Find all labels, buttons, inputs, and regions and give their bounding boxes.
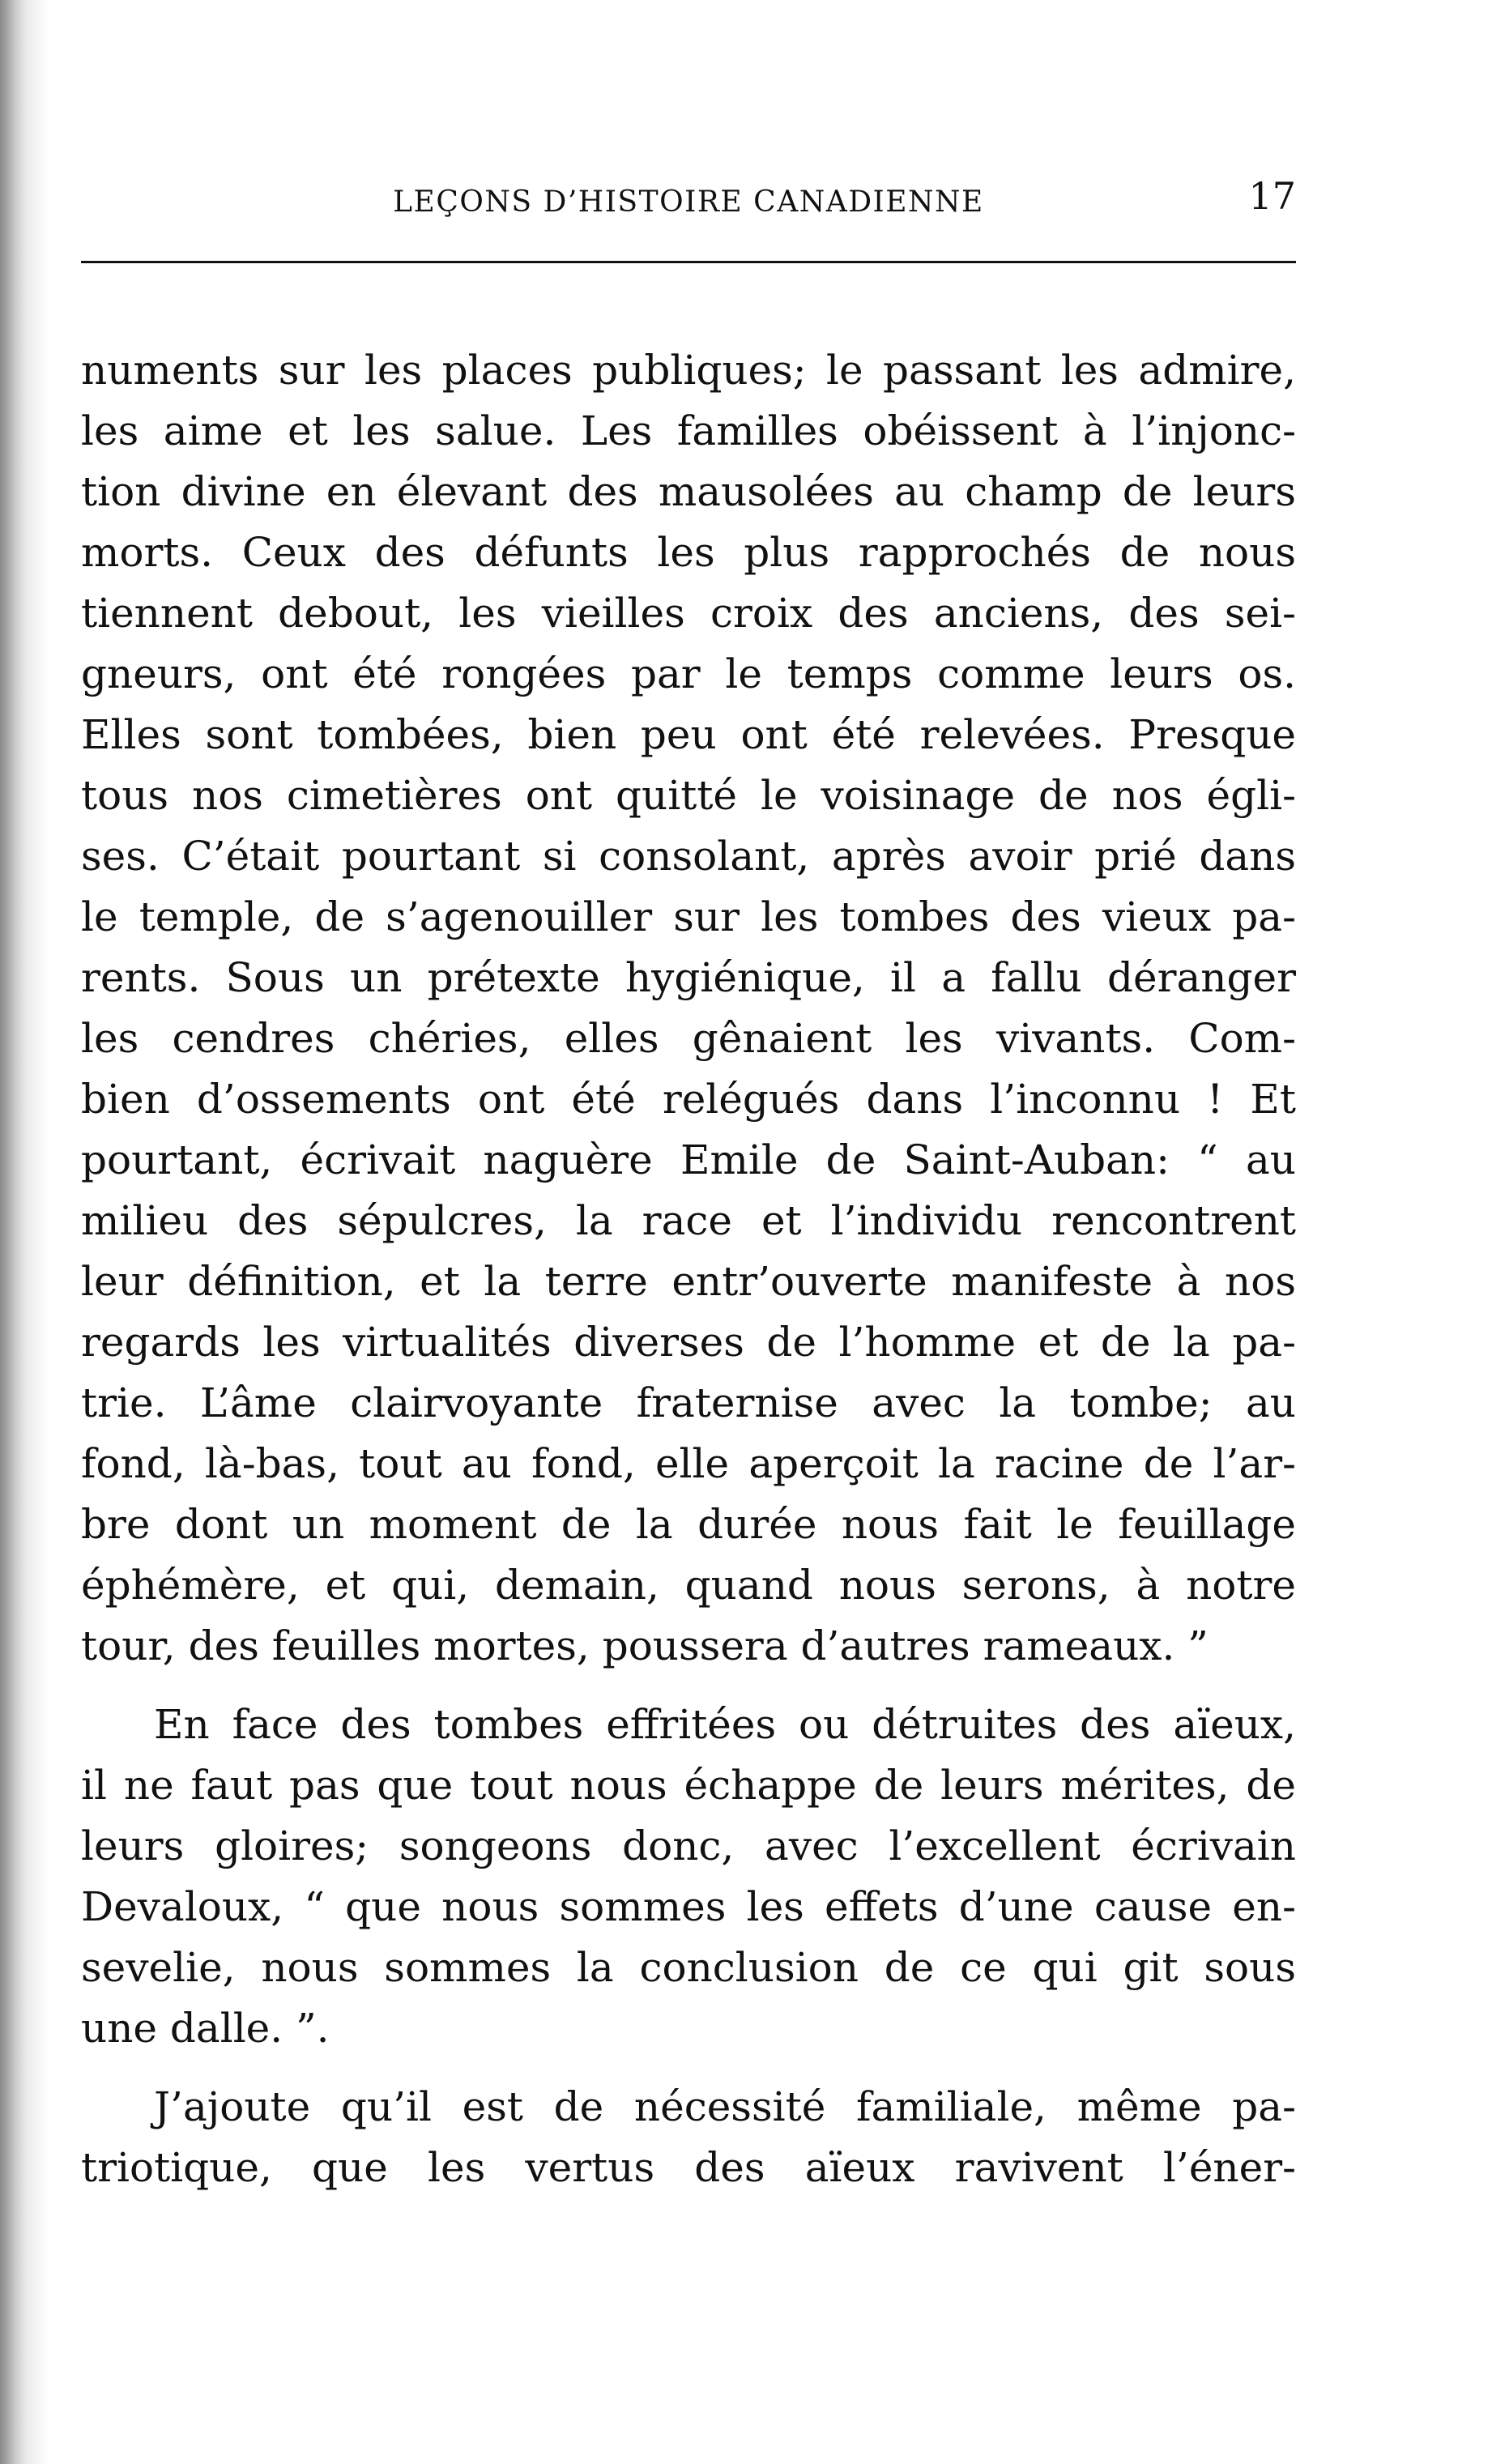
paragraph-3 [81, 2077, 1296, 2198]
text-line: fond, là-bas, tout au fond, elle aperçoit la racine de l’ar- [81, 1440, 1296, 1487]
text-line: les cendres chéries, elles gênaient les vivants. Com- [81, 1015, 1296, 1062]
text-line: regards les virtualités diverses de l’homme et de la pa- [81, 1319, 1296, 1366]
text-line: ses. C’était pourtant si consolant, après avoir prié dans [81, 833, 1296, 880]
text-line: les aime et les salue. Les familles obéissent à l’injonc- [81, 407, 1296, 454]
text-line: trie. L’âme clairvoyante fraternise avec la tombe; au [81, 1379, 1296, 1426]
text-line: milieu des sépulcres, la race et l’individu rencontrent [81, 1197, 1296, 1244]
text-line: tion divine en élevant des mausolées au champ de leurs [81, 468, 1296, 515]
binding-edge-shadow [0, 0, 49, 2464]
page-header [81, 174, 1296, 223]
text-line: pourtant, écrivait naguère Emile de Saint-Auban: “ au [81, 1136, 1296, 1183]
text-line: triotique, que les vertus des aïeux ravivent l’éner- [81, 2144, 1296, 2191]
text-line: le temple, de s’agenouiller sur les tombes des vieux pa- [81, 893, 1296, 940]
text-line: leur définition, et la terre entr’ouverte manifeste à nos [81, 1258, 1296, 1305]
text-line: éphémère, et qui, demain, quand nous serons, à notre [81, 1562, 1296, 1609]
paragraph-2 [81, 1695, 1296, 2059]
paragraph-1 [81, 340, 1296, 1677]
text-line: tous nos cimetières ont quitté le voisinage de nos égli- [81, 772, 1296, 819]
text-line: Elles sont tombées, bien peu ont été relevées. Presque [81, 711, 1296, 758]
text-line: une dalle. ”. [81, 2005, 330, 2052]
text-line: leurs gloires; songeons donc, avec l’excellent écrivain [81, 1822, 1296, 1869]
text-line: morts. Ceux des défunts les plus rapprochés de nous [81, 529, 1296, 576]
text-line: bre dont un moment de la durée nous fait le feuillage [81, 1501, 1296, 1548]
text-line: tiennent debout, les vieilles croix des anciens, des sei- [81, 590, 1296, 637]
text-line: J’ajoute qu’il est de nécessité familiale, même pa- [154, 2083, 1296, 2130]
text-line: En face des tombes effritées ou détruites des aïeux, [154, 1701, 1296, 1748]
page-number: 17 [1248, 174, 1296, 218]
text-line: bien d’ossements ont été relégués dans l’inconnu ! Et [81, 1076, 1296, 1123]
text-line: sevelie, nous sommes la conclusion de ce qui git sous [81, 1944, 1296, 1991]
header-rule [81, 261, 1296, 263]
text-line: rents. Sous un prétexte hygiénique, il a fallu déranger [81, 954, 1296, 1001]
running-title: LEÇONS D’HISTOIRE CANADIENNE [393, 185, 984, 219]
text-line: tour, des feuilles mortes, poussera d’autres rameaux. ” [81, 1622, 1209, 1669]
body-text [81, 340, 1296, 2216]
text-line: Devaloux, “ que nous sommes les effets d’une cause en- [81, 1883, 1296, 1930]
text-line: gneurs, ont été rongées par le temps comme leurs os. [81, 650, 1296, 697]
text-line: numents sur les places publiques; le passant les admire, [81, 347, 1296, 394]
text-line: il ne faut pas que tout nous échappe de leurs mérites, de [81, 1762, 1296, 1809]
